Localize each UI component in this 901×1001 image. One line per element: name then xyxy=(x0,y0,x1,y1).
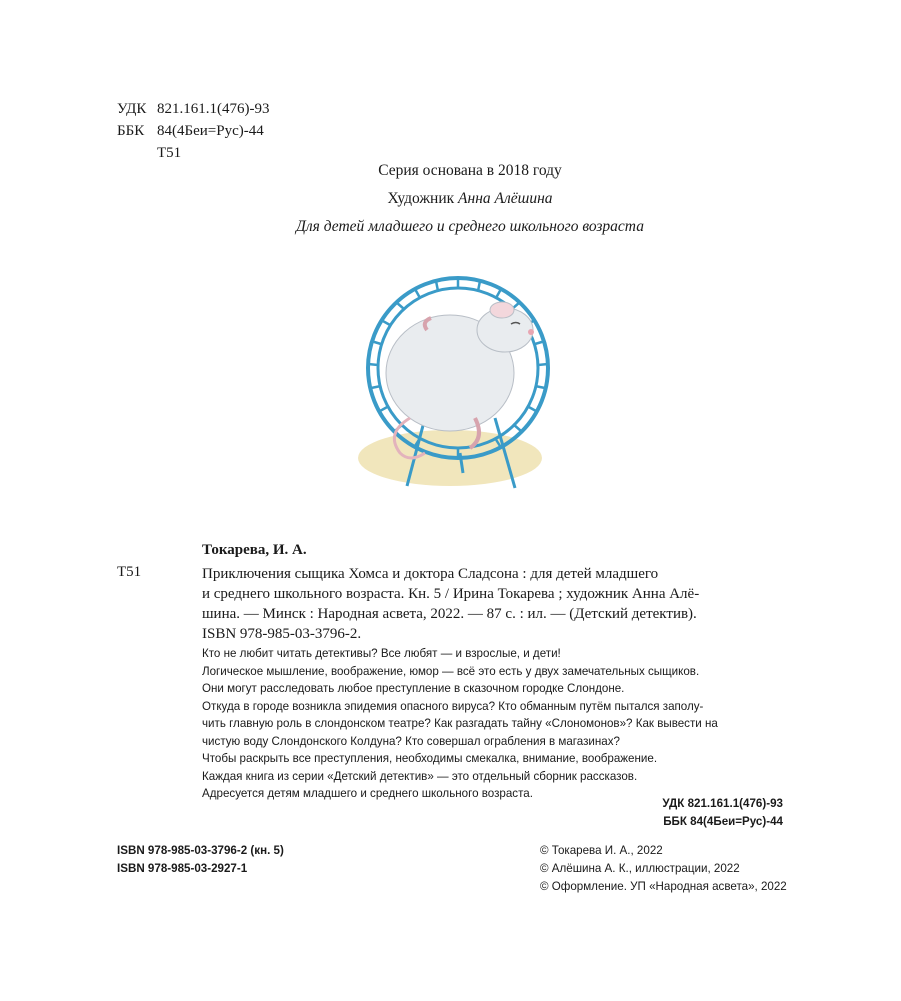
footer-udk-bbk xyxy=(662,795,783,831)
author-code: Т51 xyxy=(157,145,182,161)
catalog-description-line: и среднего школьного возраста. Кн. 5 / Ирина Токарева ; художник Анна Алё- xyxy=(202,586,700,602)
udk-line: УДК 821.161.1(476)-93 xyxy=(117,101,270,117)
catalog-author: Токарева, И. А. xyxy=(202,542,307,558)
footer-udk: УДК 821.161.1(476)-93 xyxy=(662,797,783,810)
annotation-line: Кто не любит читать детективы? Все любят — и взрослые, и дети! xyxy=(202,647,561,660)
mouse-nose xyxy=(528,329,534,335)
hamster-wheel-illustration xyxy=(355,268,555,498)
annotation-line: чистую воду Слондонского Колдуна? Кто совершал ограбления в магазинах? xyxy=(202,734,620,748)
footer-isbn-1: ISBN 978-985-03-3796-2 (кн. 5) xyxy=(117,844,284,857)
footer-isbn-block xyxy=(117,842,284,878)
audience-line: Для детей младшего и среднего школьного возраста xyxy=(296,218,644,235)
footer-copyright-block xyxy=(540,842,787,896)
annotation-line: Каждая книга из серии «Детский детектив» — это отдельный сборник рассказов. xyxy=(202,769,638,783)
annotation-line: чить главную роль в слондонском театре? Как разгадать тайну «Слономонов»? Как вывести на xyxy=(202,717,718,730)
mouse-ear xyxy=(490,302,514,318)
catalog-description-line: шина. — Минск : Народная асвета, 2022. — 87 с. : ил. — (Детский детектив). xyxy=(202,606,697,622)
annotation-line: Откуда в городе возникла эпидемия опасного вируса? Кто обманным путём пытался заполу- xyxy=(202,699,704,713)
copyright-line: © Алёшина А. К., иллюстрации, 2022 xyxy=(540,862,740,875)
annotation-line: Они могут расследовать любое преступление в сказочном городке Слондоне. xyxy=(202,682,625,695)
artist-line: Художник Анна Алёшина xyxy=(387,190,553,207)
copyright-line: © Оформление. УП «Народная асвета», 2022 xyxy=(540,880,787,893)
annotation-line: Логическое мышление, воображение, юмор — всё это есть у двух замечательных сыщиков. xyxy=(202,664,700,678)
udk-bbk-block xyxy=(117,98,270,164)
annotation-line: Чтобы раскрыть все преступления, необходимы смекалка, внимание, воображение. xyxy=(202,752,658,765)
catalog-description xyxy=(202,564,788,624)
catalog-isbn: ISBN 978-985-03-3796-2. xyxy=(202,626,362,642)
annotation-line: Адресуется детям младшего и среднего школьного возраста. xyxy=(202,787,533,800)
series-founded: Серия основана в 2018 году xyxy=(378,162,562,179)
catalog-description-line: Приключения сыщика Хомса и доктора Сладсона : для детей младшего xyxy=(202,566,659,582)
footer-bbk: ББК 84(4Беи=Рус)-44 xyxy=(663,815,783,828)
footer-isbn-2: ISBN 978-985-03-2927-1 xyxy=(117,862,248,875)
bbk-line: ББК 84(4Беи=Рус)-44 xyxy=(117,123,264,139)
annotation xyxy=(202,645,787,803)
catalog-code: Т51 xyxy=(117,564,142,580)
copyright-line: © Токарева И. А., 2022 xyxy=(540,844,663,857)
